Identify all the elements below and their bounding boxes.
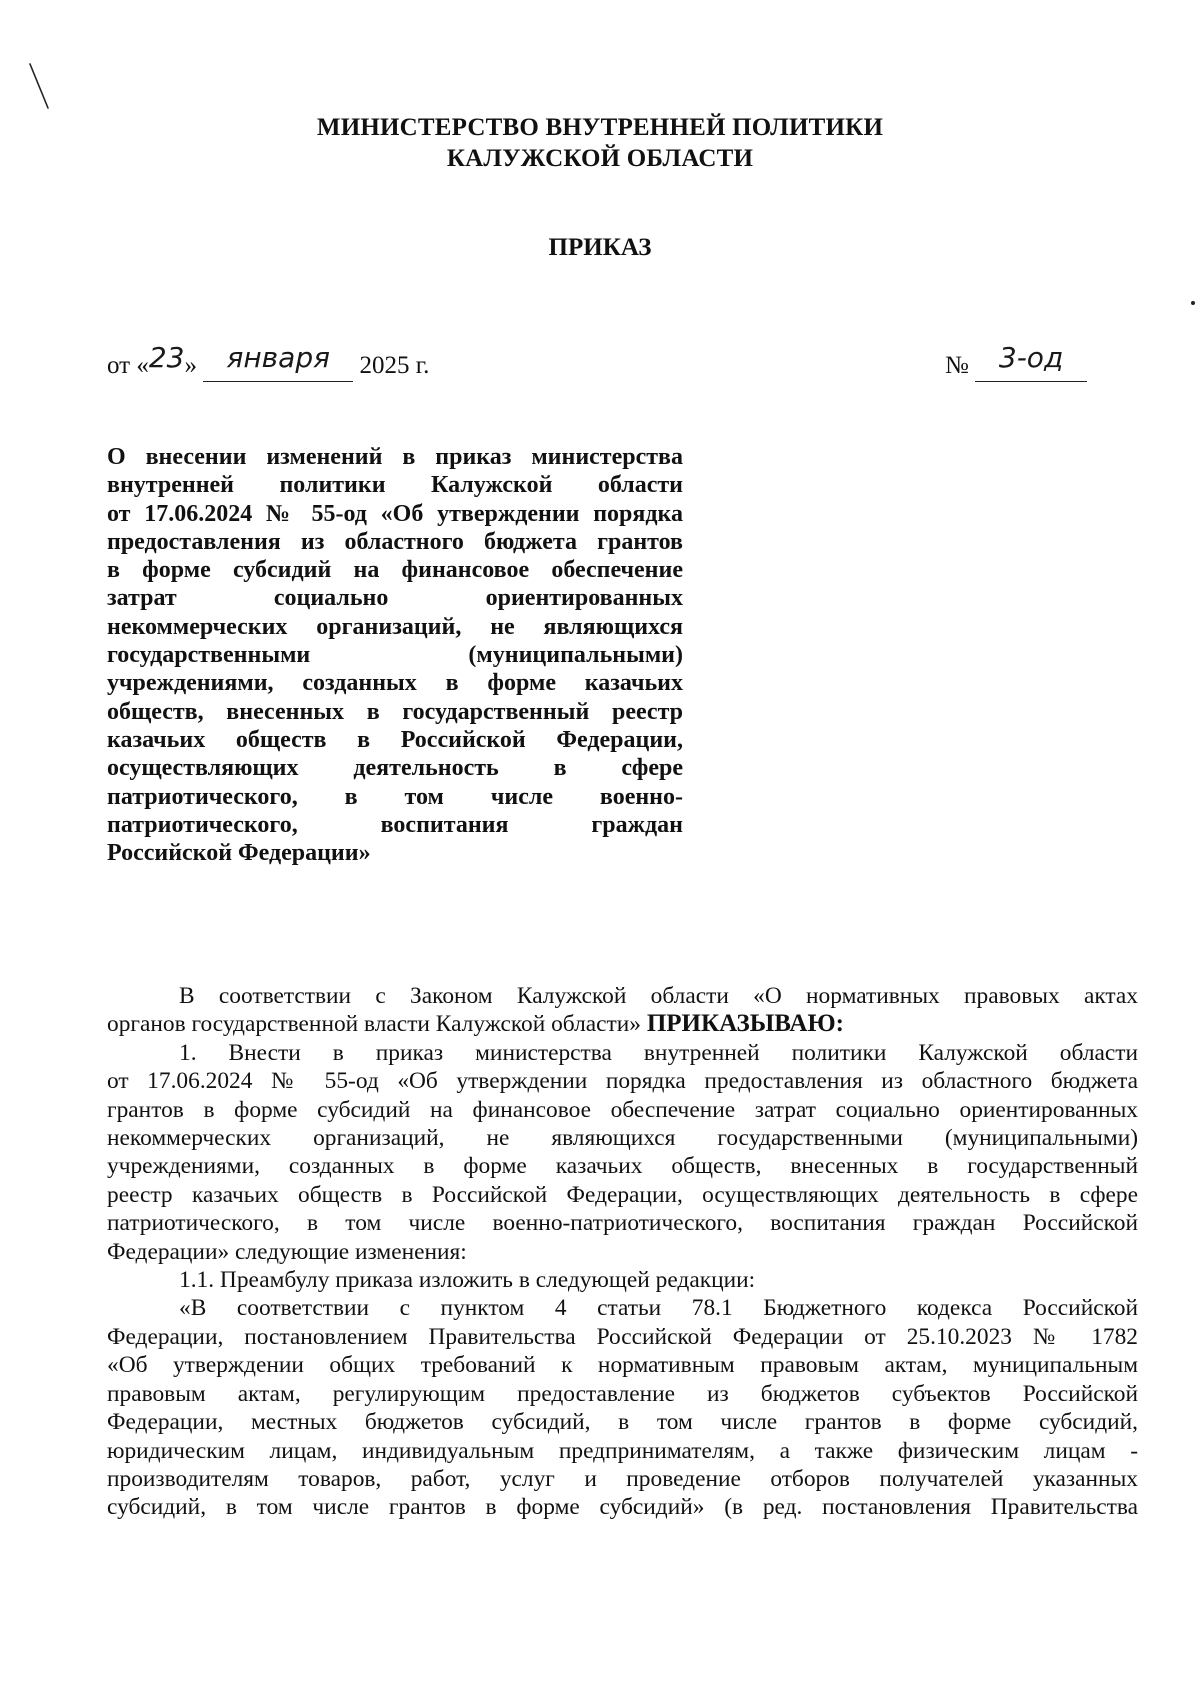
order-title: ПРИКАЗ bbox=[548, 234, 652, 261]
pen-stroke-mark bbox=[26, 60, 66, 120]
order-subject bbox=[107, 443, 683, 867]
body-line: грантов в форме субсидий на финансовое обеспечение затрат социально ориентированных bbox=[107, 1096, 1138, 1123]
body-line: 1. Внести в приказ министерства внутренней политики Калужской области bbox=[179, 1039, 1138, 1066]
date-month-handwritten: января bbox=[226, 341, 330, 374]
body-line: «Об утверждении общих требований к нормативным правовым актам, муниципальным bbox=[107, 1352, 1138, 1379]
body-line: Федерации» следующие изменения: bbox=[107, 1238, 467, 1265]
date-day-handwritten: 23 bbox=[148, 341, 185, 374]
subject-line: обществ, внесенных в государственный реестр bbox=[107, 698, 683, 725]
subject-line: в форме субсидий на финансовое обеспечение bbox=[107, 557, 683, 584]
body-line: юридическим лицам, индивидуальным предпринимателям, а также физическим лицам - bbox=[107, 1437, 1138, 1464]
subject-line: патриотического, воспитания граждан bbox=[107, 811, 683, 838]
date-mid: » bbox=[184, 352, 197, 379]
date-year: 2025 г. bbox=[359, 352, 430, 379]
body-line: некоммерческих организаций, не являющихся государственными (муниципальными) bbox=[107, 1125, 1138, 1152]
number-handwritten: 3-од bbox=[998, 341, 1064, 374]
subject-line: государственными (муниципальными) bbox=[107, 642, 683, 669]
scan-dot bbox=[1190, 300, 1198, 308]
body-line: 1.1. Преамбулу приказа изложить в следующей редакции: bbox=[179, 1267, 756, 1294]
date-month-field bbox=[203, 341, 353, 382]
ministry-line-1: МИНИСТЕРСТВО ВНУТРЕННЕЙ ПОЛИТИКИ bbox=[316, 114, 884, 141]
order-date bbox=[107, 341, 430, 382]
body-line: производителям товаров, работ, услуг и проведение отборов получателей указанных bbox=[107, 1465, 1138, 1492]
subject-line: Российской Федерации» bbox=[107, 840, 371, 867]
subject-line: предоставления из областного бюджета грантов bbox=[107, 528, 683, 555]
body-line: учреждениями, созданных в форме казачьих обществ, внесенных в государственный bbox=[107, 1153, 1138, 1180]
number-field bbox=[975, 341, 1087, 382]
body-line: от 17.06.2024 № 55-од «Об утверждении порядка предоставления из областного бюджета bbox=[107, 1068, 1138, 1095]
body-line: субсидий, в том числе грантов в форме субсидий» (в ред. постановления Правительства bbox=[107, 1494, 1138, 1521]
subject-line: казачьих обществ в Российской Федерации, bbox=[107, 726, 683, 753]
subject-line: затрат социально ориентированных bbox=[107, 585, 683, 612]
ministry-heading bbox=[0, 112, 1200, 174]
subject-line: осуществляющих деятельность в сфере bbox=[107, 755, 683, 782]
ministry-line-2: КАЛУЖСКОЙ ОБЛАСТИ bbox=[446, 145, 754, 172]
decree-word: ПРИКАЗЫВАЮ: bbox=[646, 1010, 844, 1038]
body-line: «В соответствии с пунктом 4 статьи 78.1 Бюджетного кодекса Российской bbox=[179, 1295, 1138, 1322]
subject-line: О внесении изменений в приказ министерства bbox=[107, 444, 683, 470]
body-line: Федерации, местных бюджетов субсидий, в том числе грантов в форме субсидий, bbox=[107, 1409, 1138, 1436]
order-number bbox=[945, 341, 1087, 382]
body-line: патриотического, в том числе военно-патриотического, воспитания граждан Российской bbox=[107, 1210, 1138, 1237]
subject-line: учреждениями, созданных в форме казачьих bbox=[107, 670, 683, 697]
body-line: Федерации, постановлением Правительства Российской Федерации от 25.10.2023 № 1782 bbox=[107, 1323, 1138, 1350]
body-line: В соответствии с Законом Калужской области «О нормативных правовых актах bbox=[179, 983, 1138, 1009]
body-line: правовым актам, регулирующим предоставление из бюджетов субъектов Российской bbox=[107, 1380, 1138, 1407]
order-body bbox=[107, 982, 1138, 1522]
subject-line: патриотического, в том числе военно- bbox=[107, 783, 683, 810]
number-label: № bbox=[945, 352, 969, 379]
body-line: реестр казачьих обществ в Российской Федерации, осуществляющих деятельность в сфере bbox=[107, 1181, 1138, 1208]
body-line-decree bbox=[107, 1010, 1138, 1038]
subject-line: от 17.06.2024 № 55-од «Об утверждении порядка bbox=[107, 500, 683, 527]
body-line-text: органов государственной власти Калужской области» bbox=[107, 1011, 641, 1038]
subject-line: некоммерческих организаций, не являющихся bbox=[107, 613, 683, 640]
date-prefix: от « bbox=[107, 352, 149, 379]
subject-line: внутренней политики Калужской области bbox=[107, 472, 683, 499]
